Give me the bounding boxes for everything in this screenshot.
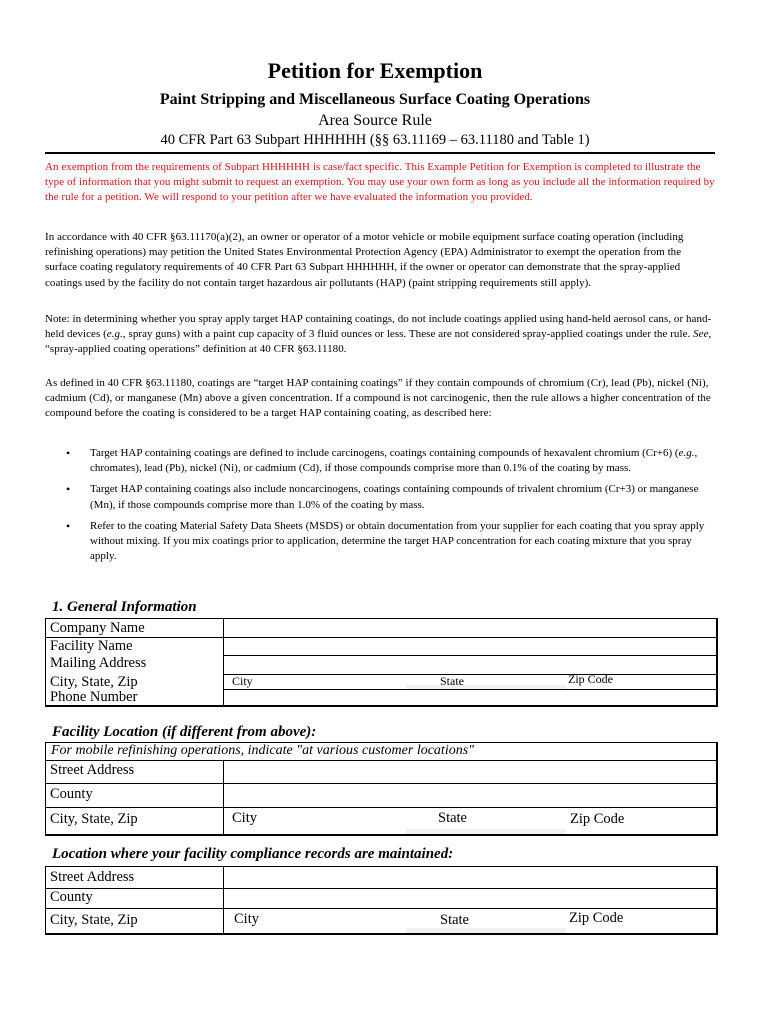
- general-info-heading: 1. General Information: [52, 599, 197, 615]
- company-name-field[interactable]: [224, 619, 716, 636]
- mobile-refinishing-note: For mobile refinishing operations, indicate "at various customer locations": [51, 743, 475, 758]
- zip-code-label: Zip Code: [568, 672, 613, 686]
- street-address-field[interactable]: [224, 867, 716, 887]
- page-title: Petition for Exemption: [267, 58, 483, 83]
- facility-name-field[interactable]: [224, 638, 716, 654]
- company-name-label: Company Name: [50, 620, 145, 636]
- phone-number-label: Phone Number: [50, 689, 138, 705]
- city-state-zip-label: City, State, Zip: [50, 674, 138, 690]
- cfr-citation: 40 CFR Part 63 Subpart HHHHHH (§§ 63.11169 – 63.11180 and Table 1): [160, 132, 590, 148]
- intro-paragraph: In accordance with 40 CFR §63.11170(a)(2), an owner or operator of a motor vehicle or mobile equipment surface coating operation (including refinishing operations) may petition the United States Environmental Protection Agency (EPA) Administrator to exempt the operation from the surface coating regulatory requirements of 40 CFR Part 63 Subpart HHHHHH, if the owner or operator can demonstrate that the spray-applied coatings used by the facility do not contain target hazardous air pollutants (HAP) (paint stripping requirements still apply).: [45, 231, 684, 289]
- mailing-address-label: Mailing Address: [50, 655, 147, 671]
- county-field[interactable]: [224, 784, 716, 806]
- list-item: • Target HAP containing coatings also include noncarcinogens, coatings containing compounds of trivalent chromium (Cr+3) or manganese (Mn), if those compounds comprise more than 1.0% of the coating by mass.: [90, 482, 715, 512]
- definition-paragraph: As defined in 40 CFR §63.11180, coatings are “target HAP containing coatings” if they contain compounds of chromium (Cr), lead (Pb), nickel (Ni), cadmium (Cd), or manganese (Mn) above a given concentration. If a compound is not carcinogenic, then the rule allows a higher concentration of the compound before the coating is considered to be a target HAP containing coating, as described here:: [45, 377, 711, 420]
- area-source-rule: Area Source Rule: [318, 112, 432, 129]
- page-subtitle: Paint Stripping and Miscellaneous Surface Coating Operations: [159, 91, 591, 108]
- county-label: County: [50, 889, 93, 905]
- city-label: City: [234, 911, 259, 927]
- city-label: City: [232, 810, 257, 826]
- facility-location-heading: Facility Location (if different from above):: [52, 724, 317, 740]
- phone-number-field[interactable]: [224, 690, 716, 704]
- city-state-zip-label: City, State, Zip: [50, 811, 138, 827]
- street-address-label: Street Address: [50, 869, 135, 885]
- zip-code-label: Zip Code: [570, 811, 625, 827]
- city-label: City: [232, 674, 253, 688]
- list-item: • Refer to the coating Material Safety Data Sheets (MSDS) or obtain documentation from your supplier for each coating that you spray apply without mixing. If you mix coatings prior to application, determine the target HAP concentration for each coating mixture that you spray apply.: [90, 519, 715, 565]
- zip-code-label: Zip Code: [569, 910, 624, 926]
- street-address-label: Street Address: [50, 762, 135, 778]
- state-label: State: [438, 810, 467, 826]
- list-item: • Target HAP containing coatings are defined to include carcinogens, coatings containing compounds of hexavalent chromium (Cr+6) (e.g., chromates), lead (Pb), nickel (Ni), or cadmium (Cd), if those compounds comprise more than 0.1% of the coating by mass.: [90, 446, 715, 476]
- county-label: County: [50, 786, 93, 802]
- state-label: State: [440, 912, 469, 928]
- mailing-address-field[interactable]: [224, 656, 716, 673]
- note-paragraph: Note: in determining whether you spray apply target HAP containing coatings, do not include coatings applied using hand-held aerosol cans, or hand-held devices (e.g., spray guns) with a paint cup capacity of 3 fluid ounces or less. These are not considered spray-applied coatings under the rule. See, “spray-applied coating operations” definition at 40 CFR §63.11180.: [45, 313, 712, 356]
- header-divider: [45, 152, 715, 154]
- state-label: State: [440, 674, 464, 688]
- general-info-form: [45, 618, 718, 707]
- bullet-list: [90, 446, 715, 570]
- street-address-field[interactable]: [224, 761, 716, 782]
- facility-location-form: [45, 742, 718, 836]
- records-location-form: [45, 866, 718, 935]
- city-state-zip-label: City, State, Zip: [50, 912, 138, 928]
- exemption-note-red: An exemption from the requirements of Subpart HHHHHH is case/fact specific. This Example Petition for Exemption is completed to illustrate the type of information that you might submit to request an exemption. You may use your own form as long as you include all the information required by the rule for a petition. We will respond to your petition after we have evaluated the information you provided.: [45, 161, 715, 204]
- records-location-heading: Location where your facility compliance records are maintained:: [52, 846, 454, 862]
- facility-name-label: Facility Name: [50, 638, 133, 654]
- county-field[interactable]: [224, 889, 716, 907]
